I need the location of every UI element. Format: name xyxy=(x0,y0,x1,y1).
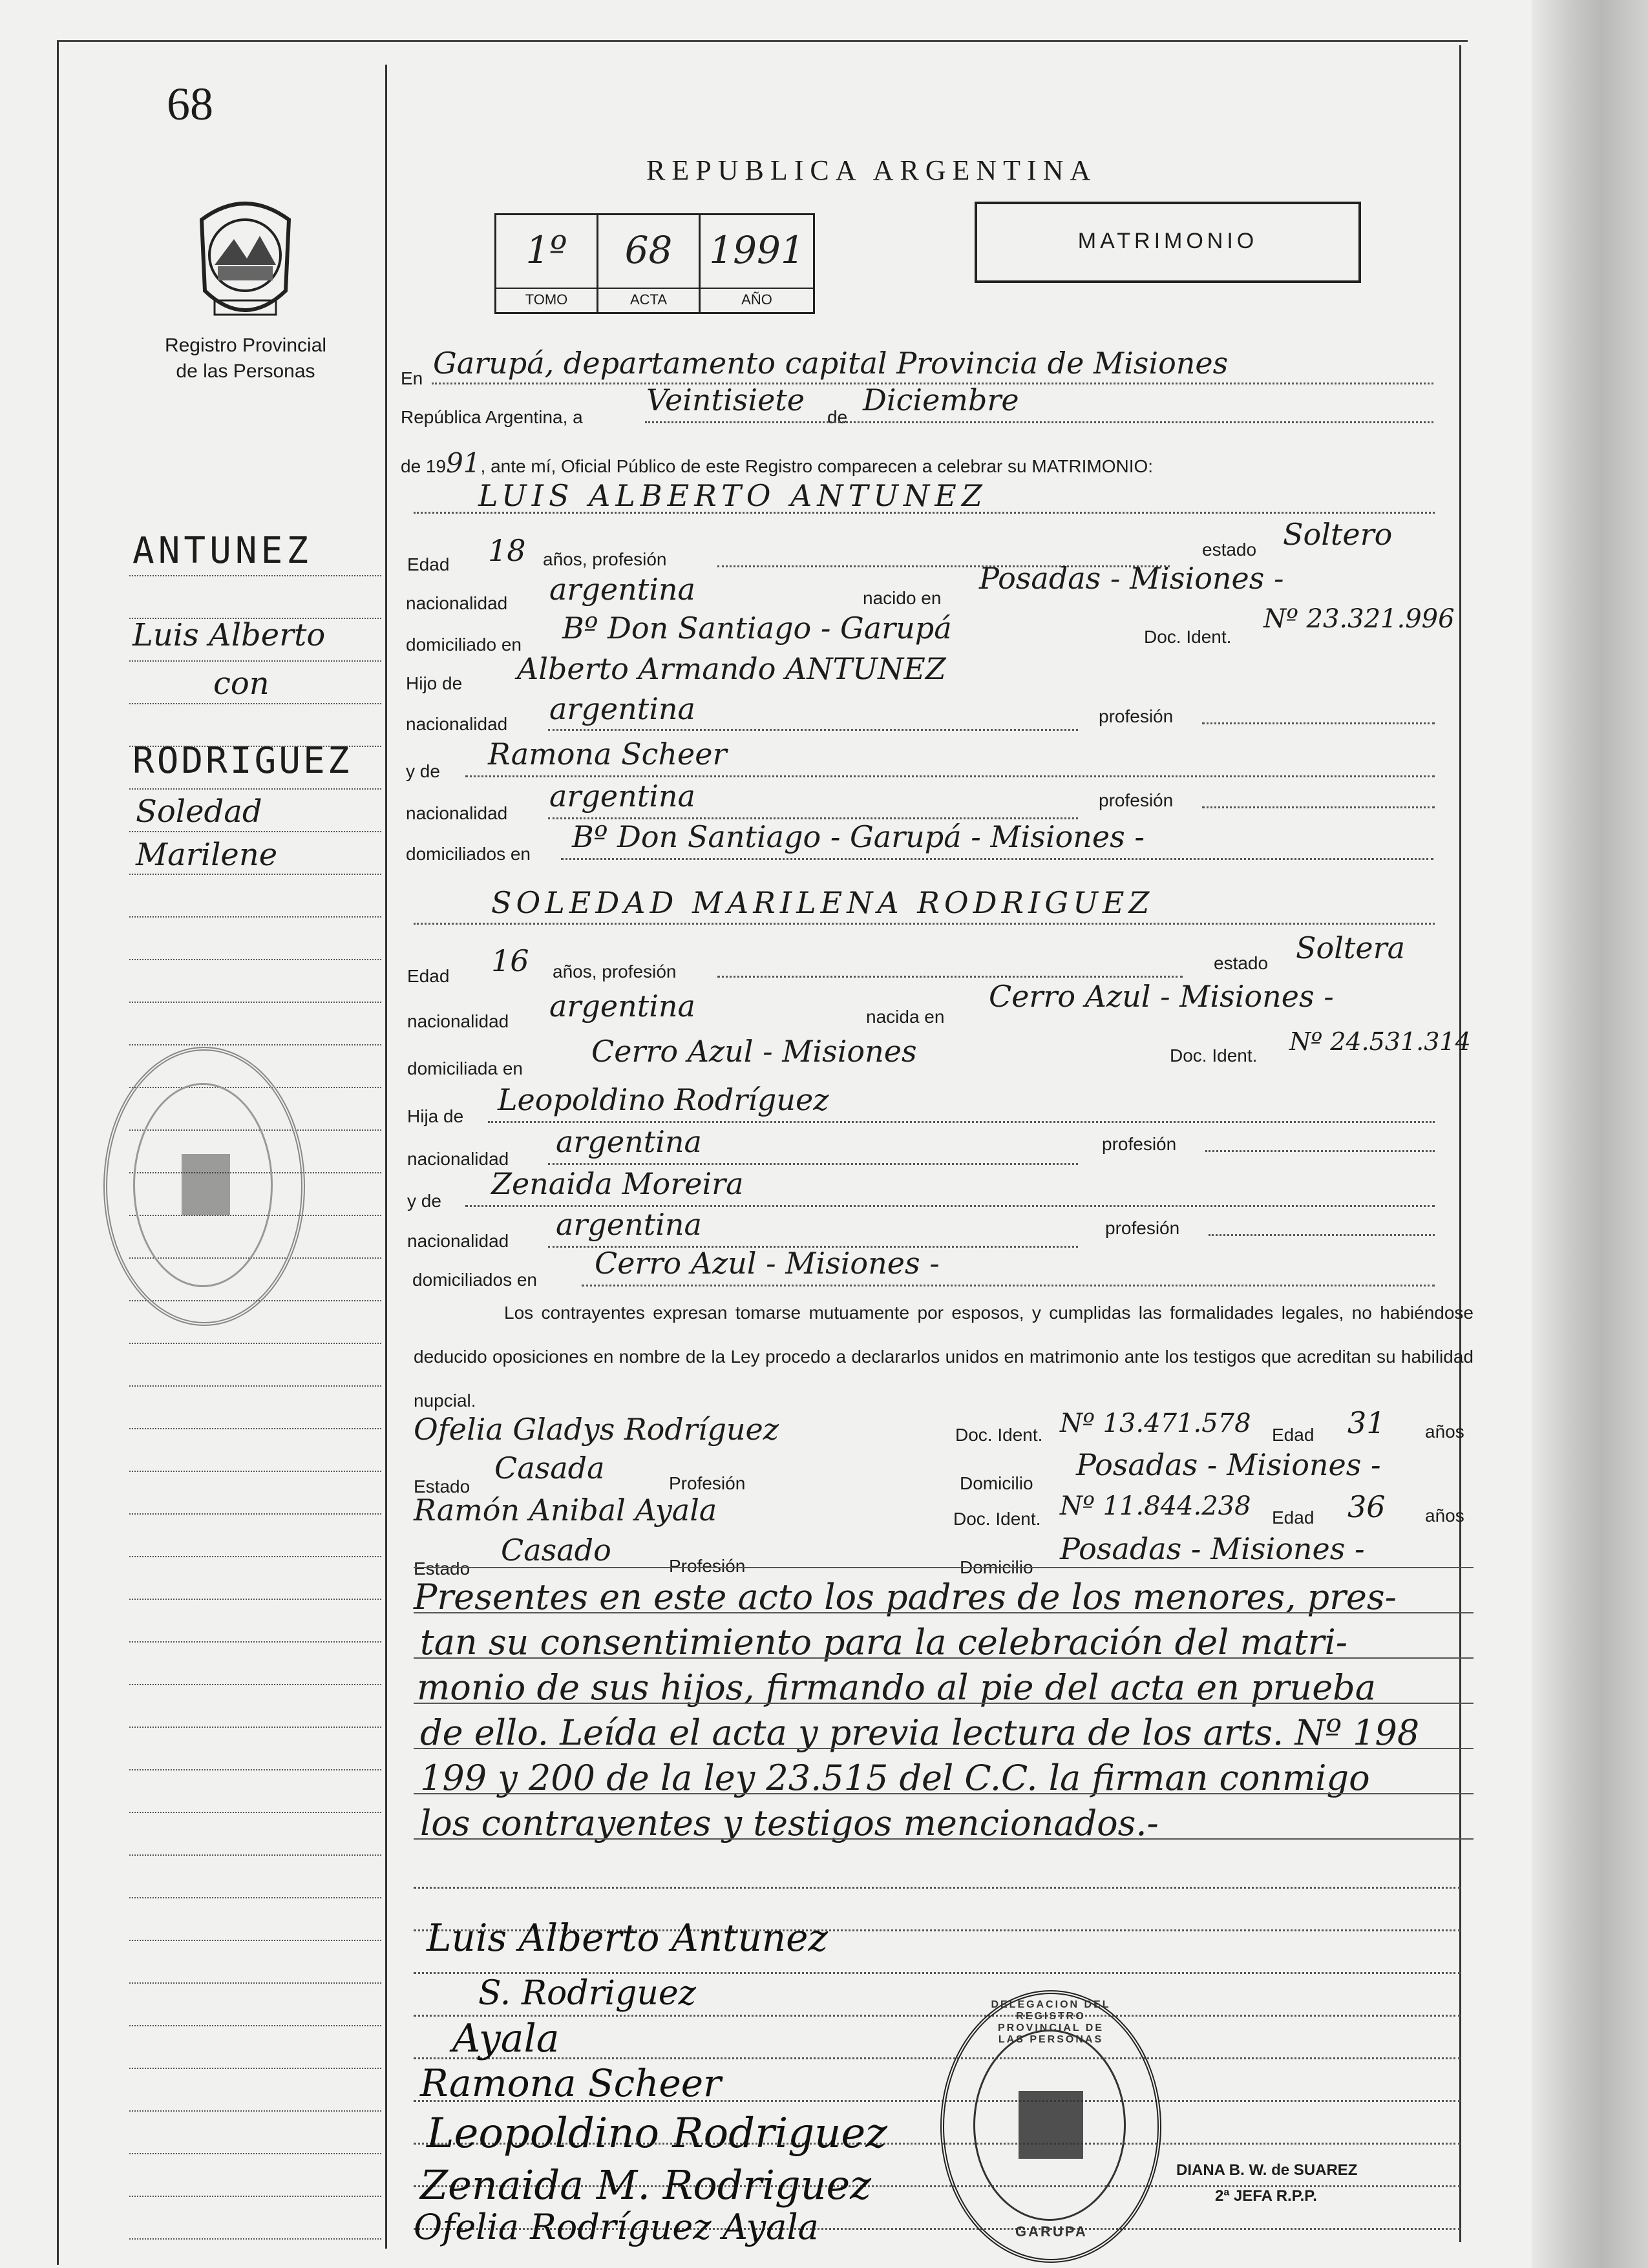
record-type-label: MATRIMONIO xyxy=(1077,229,1258,253)
note-rule-line xyxy=(414,1612,1474,1613)
margin-rule-line xyxy=(129,1002,381,1003)
margin-rule-line xyxy=(129,2238,381,2240)
margin-rule-line xyxy=(129,2110,381,2112)
margin-rule-line xyxy=(129,874,381,875)
document-number: 68 xyxy=(167,78,213,130)
groom-father-nationality: argentina xyxy=(549,691,695,726)
note-line-2: tan su consentimiento para la celebración del matri- xyxy=(420,1622,1347,1663)
bride-nationality: argentina xyxy=(549,989,695,1024)
de-label: de xyxy=(827,407,848,427)
note-rule-line xyxy=(414,1703,1474,1704)
ano-cell xyxy=(701,215,813,312)
witness-1-dom-label: Domicilio xyxy=(960,1473,1033,1493)
year-prefix-label: de 19 xyxy=(401,456,447,476)
margin-rule-line xyxy=(129,2196,381,2197)
witness-1-name: Ofelia Gladys Rodríguez xyxy=(414,1412,779,1447)
ante-text: , ante mí, Oficial Público de este Registro comparecen a celebrar su MATRIMONIO: xyxy=(480,456,1154,476)
groom-father: Alberto Armando ANTUNEZ xyxy=(517,651,946,686)
witness-1-estado: Casada xyxy=(494,1451,605,1486)
acta-value: 68 xyxy=(624,228,673,272)
groom-name: LUIS ALBERTO ANTUNEZ xyxy=(478,478,988,513)
witness-2-name: Ramón Anibal Ayala xyxy=(414,1493,717,1528)
note-line-3: monio de sus hijos, firmando al pie del acta en prueba xyxy=(417,1667,1376,1708)
groom-nacido-label: nacido en xyxy=(863,588,942,608)
signature-witness-1: Ofelia Rodríguez Ayala xyxy=(414,2207,819,2247)
declaration-text: Los contrayentes expresan tomarse mutuamente por esposos, y cumplidas las formalidades legales, no habiéndose deducido oposiciones en nombre de la Ley procedo a declararlos unidos en matrimonio ante los testigos que acreditan su habilidad nupcial. xyxy=(414,1303,1474,1411)
groom-birthplace: Posadas - Misiones - xyxy=(979,561,1284,596)
bride-surname-margin: RODRIGUEZ xyxy=(132,740,352,782)
delegation-stamp xyxy=(940,1990,1161,2263)
year-suffix-value: 91 xyxy=(446,447,481,479)
signature-rule-line xyxy=(414,2015,1461,2017)
signature-witness-2: Ayala xyxy=(452,2016,560,2061)
bride-dom-label: domiciliada en xyxy=(407,1058,523,1078)
note-rule-line xyxy=(414,1793,1474,1794)
bride-address: Cerro Azul - Misiones xyxy=(591,1034,917,1069)
signature-rule-line xyxy=(414,1887,1461,1889)
groom-parents-rule xyxy=(561,858,1433,860)
bride-father-rule xyxy=(488,1121,1435,1123)
registry-line-1: Registro Provincial xyxy=(164,335,327,356)
witness-2-doc-label: Doc. Ident. xyxy=(953,1509,1041,1529)
bride-estado: Soltera xyxy=(1296,930,1406,965)
record-reference-box xyxy=(494,213,815,314)
margin-rule-line xyxy=(129,575,381,576)
witness-2-prof-label: Profesión xyxy=(669,1556,746,1576)
groom-surname-margin: ANTUNEZ xyxy=(132,530,313,572)
en-label: En xyxy=(401,368,423,388)
witness-2-edad-label: Edad xyxy=(1272,1507,1315,1528)
note-rule-line xyxy=(414,1838,1474,1840)
bride-given-1-margin: Soledad xyxy=(136,793,262,830)
note-line-4: de ello. Leída el acta y previa lectura de los arts. Nº 198 xyxy=(420,1712,1420,1753)
margin-rule-line xyxy=(129,703,381,704)
margin-rule-line xyxy=(129,660,381,662)
signature-rule-line xyxy=(414,2057,1461,2059)
groom-anos-label: años, profesión xyxy=(543,549,667,569)
note-rule-line xyxy=(414,1657,1474,1659)
bride-father-nat-rule xyxy=(548,1163,1078,1165)
groom-nationality: argentina xyxy=(549,572,695,607)
groom-mother-rule xyxy=(465,775,1435,777)
margin-rule-line xyxy=(129,1428,381,1429)
groom-age: 18 xyxy=(488,533,526,568)
republica-label: República Argentina, a xyxy=(401,407,583,427)
bride-anos-label: años, profesión xyxy=(553,961,677,982)
witness-2-age: 36 xyxy=(1347,1489,1386,1524)
ano-value: 1991 xyxy=(709,228,805,272)
date-rule xyxy=(645,421,1433,423)
stamp-ring-text: DELEGACION DEL REGISTRO PROVINCIAL DE LAS PERSONAS xyxy=(991,1999,1111,2045)
place-value: Garupá, departamento capital Provincia de Misiones xyxy=(433,346,1229,381)
signature-groom: Luis Alberto Antunez xyxy=(427,1916,829,1960)
margin-rule-line xyxy=(129,1599,381,1600)
bride-doms-label: domiciliados en xyxy=(412,1270,537,1290)
page-edge-shadow xyxy=(1532,0,1648,2268)
year-prefix xyxy=(401,447,1153,479)
bride-mother: Zenaida Moreira xyxy=(491,1166,744,1201)
bride-name-rule xyxy=(414,923,1435,925)
margin-rule-line xyxy=(129,959,381,960)
bride-age: 16 xyxy=(491,943,529,978)
witness-2-doc: Nº 11.844.238 xyxy=(1060,1491,1251,1521)
witness-1-prof-label: Profesión xyxy=(669,1473,746,1493)
bride-mother-nac-label: nacionalidad xyxy=(407,1231,509,1251)
groom-mother-prof-rule xyxy=(1202,806,1435,808)
bride-edad-label: Edad xyxy=(407,966,450,986)
margin-rule-line xyxy=(129,1769,381,1770)
tomo-value: 1º xyxy=(525,228,567,272)
margin-rule-line xyxy=(129,1044,381,1045)
country-title: REPUBLICA ARGENTINA xyxy=(646,154,1097,186)
note-line-6: los contrayentes y testigos mencionados.- xyxy=(420,1803,1159,1843)
margin-rule-line xyxy=(129,1727,381,1728)
note-line-5: 199 y 200 de la ley 23.515 del C.C. la firman conmigo xyxy=(420,1758,1370,1798)
signature-groom-mother: Ramona Scheer xyxy=(420,2061,721,2105)
bride-father-prof-rule xyxy=(1205,1150,1435,1152)
groom-father-prof-rule xyxy=(1202,722,1435,724)
margin-rule-line xyxy=(129,1641,381,1643)
note-rule-line xyxy=(414,1567,1474,1568)
bride-prof-rule xyxy=(717,976,1183,978)
bride-father: Leopoldino Rodríguez xyxy=(498,1082,829,1117)
bride-nacida-label: nacida en xyxy=(866,1007,945,1027)
bride-mother-prof-rule xyxy=(1209,1234,1435,1236)
margin-rule-line xyxy=(129,1513,381,1515)
tomo-cell xyxy=(496,215,598,312)
groom-mother-nac-label: nacionalidad xyxy=(406,803,508,823)
groom-doc: Nº 23.321.996 xyxy=(1263,604,1455,634)
registry-line-2: de las Personas xyxy=(176,361,315,382)
witness-2-estado-label: Estado xyxy=(414,1559,470,1579)
misiones-emblem-icon xyxy=(189,194,302,326)
margin-rule-line xyxy=(129,1854,381,1856)
day-value: Veintisiete xyxy=(646,383,805,417)
groom-mother: Ramona Scheer xyxy=(488,737,727,772)
bride-mother-nationality: argentina xyxy=(556,1207,702,1242)
margin-rule-line xyxy=(129,916,381,918)
margin-rule-line xyxy=(129,1940,381,1941)
bride-mother-prof-label: profesión xyxy=(1105,1218,1180,1238)
groom-hijo-label: Hijo de xyxy=(406,673,463,693)
acta-cell xyxy=(598,215,701,312)
bride-given-2-margin: Marilene xyxy=(136,837,278,873)
groom-doc-label: Doc. Ident. xyxy=(1144,627,1232,647)
groom-father-nac-label: nacionalidad xyxy=(406,714,508,734)
groom-estado: Soltero xyxy=(1283,517,1393,552)
ano-label: AÑO xyxy=(701,288,813,308)
margin-rule-line xyxy=(129,1897,381,1898)
official-name: DIANA B. W. de SUAREZ xyxy=(1176,2161,1358,2179)
groom-father-nat-rule xyxy=(548,729,1078,731)
margin-rule-line xyxy=(129,2068,381,2069)
groom-parents-address: Bº Don Santiago - Garupá - Misiones - xyxy=(572,819,1145,854)
signature-bride-mother: Zenaida M. Rodriguez xyxy=(420,2161,871,2209)
bride-parents-address: Cerro Azul - Misiones - xyxy=(595,1246,940,1281)
margin-rule-line xyxy=(129,2153,381,2154)
margin-rule-line xyxy=(129,1684,381,1685)
registry-name xyxy=(142,333,349,384)
connector-margin: con xyxy=(213,666,269,702)
registry-stamp-left xyxy=(103,1047,305,1326)
groom-dom-label: domiciliado en xyxy=(406,635,522,655)
acta-label: ACTA xyxy=(598,288,699,308)
margin-rule-line xyxy=(129,1982,381,1984)
witness-1-age: 31 xyxy=(1347,1405,1386,1440)
margin-rule-line xyxy=(129,746,381,747)
groom-father-prof-label: profesión xyxy=(1099,706,1174,726)
margin-rule-line xyxy=(129,1812,381,1813)
bride-estado-label: estado xyxy=(1214,953,1269,973)
bride-name: SOLEDAD MARILENA RODRIGUEZ xyxy=(491,885,1154,920)
witness-2-dom-label: Domicilio xyxy=(960,1557,1033,1577)
official-title: 2ª JEFA R.P.P. xyxy=(1215,2187,1317,2205)
note-rule-line xyxy=(414,1748,1474,1749)
bride-yde-label: y de xyxy=(407,1191,441,1211)
groom-address: Bº Don Santiago - Garupá xyxy=(562,611,952,646)
signature-bride: S. Rodriguez xyxy=(478,1974,697,2013)
witness-1-anos-label: años xyxy=(1425,1422,1464,1442)
stamp-town: GARUPA xyxy=(1015,2223,1088,2240)
tomo-label: TOMO xyxy=(496,288,597,308)
groom-estado-label: estado xyxy=(1202,540,1257,560)
bride-birthplace: Cerro Azul - Misiones - xyxy=(989,979,1334,1014)
margin-rule-line xyxy=(129,1556,381,1557)
bride-father-prof-label: profesión xyxy=(1102,1134,1177,1154)
month-value: Diciembre xyxy=(863,383,1019,417)
bride-nac-label: nacionalidad xyxy=(407,1011,509,1031)
witness-1-doc-label: Doc. Ident. xyxy=(955,1425,1043,1445)
witness-1-doc: Nº 13.471.578 xyxy=(1060,1409,1251,1438)
bride-doc-label: Doc. Ident. xyxy=(1170,1045,1258,1066)
witness-1-estado-label: Estado xyxy=(414,1476,470,1496)
margin-rule-line xyxy=(129,1471,381,1472)
witness-2-estado: Casado xyxy=(501,1533,611,1568)
margin-rule-line xyxy=(129,788,381,790)
groom-mother-prof-label: profesión xyxy=(1099,790,1174,810)
groom-name-rule xyxy=(414,512,1435,514)
bride-parents-rule xyxy=(582,1285,1435,1286)
margin-rule-line xyxy=(129,1385,381,1387)
groom-doms-label: domiciliados en xyxy=(406,844,531,864)
groom-yde-label: y de xyxy=(406,761,440,781)
witness-2-anos-label: años xyxy=(1425,1506,1464,1526)
signature-bride-father: Leopoldino Rodriguez xyxy=(427,2110,887,2158)
witness-1-domicilio: Posadas - Misiones - xyxy=(1076,1447,1381,1482)
record-type-box xyxy=(975,202,1361,283)
groom-nac-label: nacionalidad xyxy=(406,593,508,613)
groom-edad-label: Edad xyxy=(407,554,450,574)
witness-2-domicilio: Posadas - Misiones - xyxy=(1060,1531,1365,1566)
bride-father-nationality: argentina xyxy=(556,1124,702,1159)
note-line-1: Presentes en este acto los padres de los menores, pres- xyxy=(414,1577,1397,1617)
column-divider xyxy=(385,65,387,2249)
margin-rule-line xyxy=(129,1343,381,1344)
groom-mother-nationality: argentina xyxy=(549,779,695,814)
witness-1-edad-label: Edad xyxy=(1272,1425,1315,1445)
margin-rule-line xyxy=(129,618,381,619)
bride-father-nac-label: nacionalidad xyxy=(407,1149,509,1169)
right-border xyxy=(1459,45,1461,2242)
bride-hija-label: Hija de xyxy=(407,1106,464,1126)
margin-rule-line xyxy=(129,2025,381,2026)
bride-doc: Nº 24.531.314 xyxy=(1289,1027,1471,1056)
groom-given-margin: Luis Alberto xyxy=(132,617,326,653)
margin-rule-line xyxy=(129,831,381,832)
